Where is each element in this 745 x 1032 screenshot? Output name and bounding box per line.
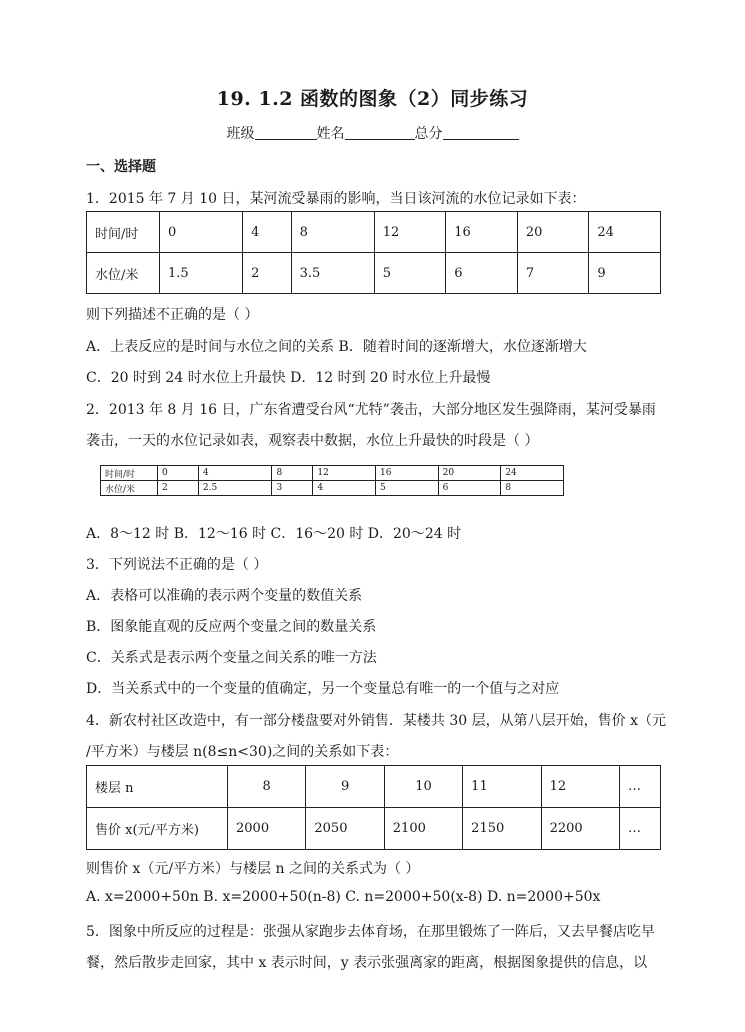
name-blank	[345, 125, 415, 140]
table-cell: 20	[517, 212, 589, 253]
table-cell: 8	[272, 466, 313, 481]
table-row	[101, 481, 564, 496]
q4-stem-line1: 4．新农村社区改造中，有一部分楼盘要对外销售．某楼共 30 层，从第八层开始，售价 x（元	[86, 713, 666, 729]
table-cell: 4	[198, 466, 272, 481]
table-cell: 2100	[384, 808, 462, 850]
table-cell: 8	[291, 212, 374, 253]
q3-option-c: C．关系式是表示两个变量之间关系的唯一方法	[86, 650, 377, 666]
table-cell: 5	[374, 253, 446, 294]
table-cell: 16	[446, 212, 518, 253]
table-cell: 楼层 n	[87, 766, 228, 808]
table-cell: 水位/米	[101, 481, 158, 496]
class-blank	[255, 125, 317, 140]
table-cell: 时间/时	[101, 466, 158, 481]
table-cell: 6	[446, 253, 518, 294]
q5-line2: 餐，然后散步走回家，其中 x 表示时间，y 表示张强离家的距离，根据图象提供的信息，以	[86, 955, 648, 971]
table-cell: 9	[306, 766, 384, 808]
table-cell: 1.5	[160, 253, 243, 294]
score-label: 总分	[414, 126, 443, 142]
table-cell: 12	[541, 766, 619, 808]
student-info-line	[0, 123, 745, 143]
table-cell: 2150	[463, 808, 541, 850]
q3-stem: 3．下列说法不正确的是（ ）	[86, 557, 268, 573]
q4-prompt: 则售价 x（元/平方米）与楼层 n 之间的关系式为（ ）	[86, 861, 420, 877]
table-cell: 12	[374, 212, 446, 253]
table-cell: 2	[243, 253, 291, 294]
table-cell: 3	[272, 481, 313, 496]
table-cell: 24	[589, 212, 661, 253]
table-cell: 24	[501, 466, 564, 481]
page-title: 19. 1.2 函数的图象（2）同步练习	[216, 88, 529, 110]
table-cell: 2000	[228, 808, 306, 850]
table-cell: 2050	[306, 808, 384, 850]
table-cell: 5	[376, 481, 439, 496]
table-cell: 6	[438, 481, 501, 496]
table-cell: …	[619, 808, 660, 850]
table-row	[87, 766, 661, 808]
table-cell: 9	[589, 253, 661, 294]
table-row	[87, 253, 661, 294]
table-cell: …	[619, 766, 660, 808]
name-label: 姓名	[316, 126, 345, 142]
q3-option-b: B．图象能直观的反应两个变量之间的数量关系	[86, 619, 377, 635]
table-row	[87, 212, 661, 253]
score-blank	[443, 125, 519, 140]
q2-stem-line1: 2．2013 年 8 月 16 日，广东省遭受台风“尤特”袭击，大部分地区发生强降雨，某河受暴雨	[86, 402, 656, 418]
table-cell: 2	[158, 481, 199, 496]
q5-line1: 5．图象中所反应的过程是：张强从家跑步去体育场，在那里锻炼了一阵后，又去早餐店吃早	[86, 924, 655, 940]
q1-stem: 1．2015 年 7 月 10 日，某河流受暴雨的影响，当日该河流的水位记录如下表：	[86, 191, 586, 207]
table-cell: 2200	[541, 808, 619, 850]
table-cell: 2.5	[198, 481, 272, 496]
q3-option-a: A．表格可以准确的表示两个变量的数值关系	[86, 588, 363, 604]
table-cell: 3.5	[291, 253, 374, 294]
table-cell: 售价 x(元/平方米)	[87, 808, 228, 850]
class-label: 班级	[226, 126, 255, 142]
q4-options: A. x=2000+50n B. x=2000+50(n-8) C. n=2000+50(x-8) D. n=2000+50x	[86, 889, 601, 905]
table-cell: 16	[376, 466, 439, 481]
table-cell: 8	[501, 481, 564, 496]
q2-options: A．8～12 时 B．12～16 时 C．16～20 时 D．20～24 时	[86, 526, 462, 542]
section-heading: 一、选择题	[86, 159, 156, 175]
table-cell: 0	[160, 212, 243, 253]
q1-options-cd: C．20 时到 24 时水位上升最快 D．12 时到 20 时水位上升最慢	[86, 370, 491, 386]
q4-stem-line2: /平方米）与楼层 n(8≤n<30)之间的关系如下表：	[86, 744, 399, 760]
table-cell: 11	[463, 766, 541, 808]
table-cell: 0	[158, 466, 199, 481]
table-cell: 12	[313, 466, 376, 481]
q2-stem-line2: 袭击，一天的水位记录如表，观察表中数据，水位上升最快的时段是（ ）	[86, 433, 539, 449]
table-cell: 8	[228, 766, 306, 808]
table-cell: 水位/米	[87, 253, 160, 294]
q1-options-ab: A．上表反应的是时间与水位之间的关系 B．随着时间的逐渐增大，水位逐渐增大	[86, 339, 587, 355]
table-cell: 时间/时	[87, 212, 160, 253]
table-cell: 4	[243, 212, 291, 253]
q3-option-d: D．当关系式中的一个变量的值确定，另一个变量总有唯一的一个值与之对应	[86, 681, 560, 697]
table-row	[87, 808, 661, 850]
table-cell: 20	[438, 466, 501, 481]
q1-prompt: 则下列描述不正确的是（ ）	[86, 307, 259, 323]
q1-table	[86, 211, 661, 294]
table-cell: 10	[384, 766, 462, 808]
table-cell: 7	[517, 253, 589, 294]
q2-table	[100, 465, 564, 496]
table-cell: 4	[313, 481, 376, 496]
q4-table	[86, 765, 661, 850]
table-row	[101, 466, 564, 481]
